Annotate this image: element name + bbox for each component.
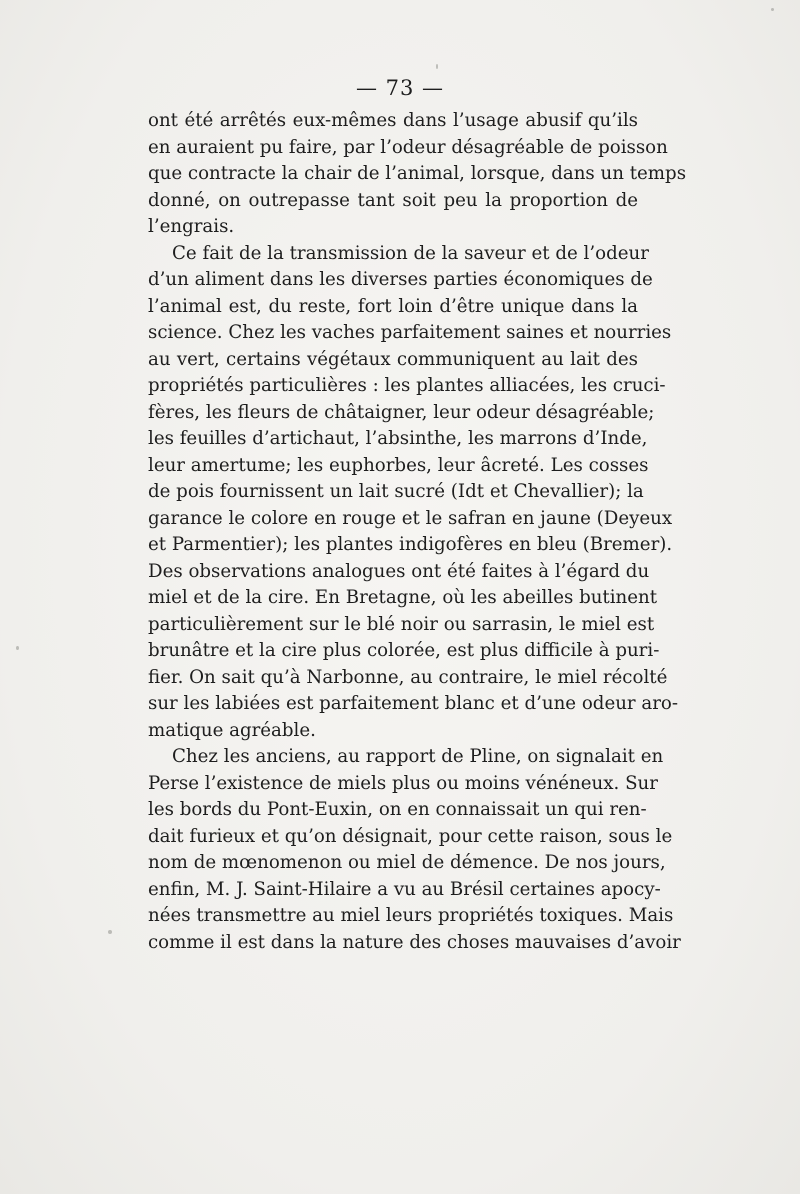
text-line: l’animal est, du reste, fort loin d’être unique dans la (148, 295, 638, 317)
text-line: les feuilles d’artichaut, l’absinthe, les marrons d’Inde, (148, 428, 648, 449)
text-line: que contracte la chair de l’animal, lorsque, dans un temps (148, 163, 687, 184)
text-line: enfin, M. J. Saint-Hilaire a vu au Brésil certaines apocy- (148, 878, 661, 900)
text-line: nom de mœnomenon ou miel de démence. De nos jours, (148, 852, 666, 873)
text-line: brunâtre et la cire plus colorée, est plus difficile à puri- (148, 640, 660, 661)
text-line: et Parmentier); les plantes indigofères en bleu (Bremer). (148, 534, 673, 555)
text-line: sur les labiées est parfaitement blanc et d’une odeur aro- (148, 693, 679, 714)
text-line: nées transmettre au miel leurs propriétés toxiques. Mais (148, 905, 674, 926)
text-line: science. Chez les vaches parfaitement saines et nourries (148, 322, 672, 343)
text-line: miel et de la cire. En Bretagne, où les abeilles butinent (148, 587, 658, 608)
text-line: l’engrais. (148, 216, 235, 237)
text-line: particulièrement sur le blé noir ou sarrasin, le miel est (148, 613, 655, 635)
text-line: Ce fait de la transmission de la saveur et de l’odeur (172, 242, 649, 264)
text-line: leur amertume; les euphorbes, leur âcreté. Les cosses (148, 454, 649, 476)
text-line: comme il est dans la nature des choses mauvaises d’avoir (148, 931, 681, 953)
text-line: matique agréable. (148, 719, 316, 741)
text-line: garance le colore en rouge et le safran en jaune (Deyeux (148, 507, 673, 529)
text-line: donné, on outrepasse tant soit peu la proportion de (148, 189, 638, 211)
page-number: — 73 — (355, 76, 445, 100)
text-line: Perse l’existence de miels plus ou moins vénéneux. Sur (148, 772, 658, 794)
text-line: fier. On sait qu’à Narbonne, au contraire, le miel récolté (148, 666, 668, 688)
text-line: de pois fournissent un lait sucré (Idt et Chevallier); la (148, 481, 644, 502)
paper-speck (771, 8, 774, 11)
text-line: au vert, certains végétaux communiquent au lait des (148, 348, 638, 370)
text-line: Chez les anciens, au rapport de Pline, on signalait en (172, 746, 664, 767)
body-text (148, 108, 687, 956)
text-line: dait furieux et qu’on désignait, pour cette raison, sous le (148, 825, 673, 847)
paper-speck (436, 64, 438, 69)
text-line: propriétés particulières : les plantes alliacées, les cruci- (148, 375, 666, 396)
text-line: Des observations analogues ont été faites à l’égard du (148, 560, 650, 582)
text-line: en auraient pu faire, par l’odeur désagréable de poisson (148, 136, 668, 158)
text-line: fères, les fleurs de châtaigner, leur odeur désagréable; (148, 401, 655, 423)
paper-speck (108, 930, 112, 934)
paper-speck (16, 646, 19, 650)
text-line: d’un aliment dans les diverses parties économiques de (148, 269, 653, 290)
text-line: ont été arrêtés eux-mêmes dans l’usage abusif qu’ils (148, 110, 638, 131)
text-line: les bords du Pont-Euxin, on en connaissait un qui ren- (148, 799, 647, 820)
